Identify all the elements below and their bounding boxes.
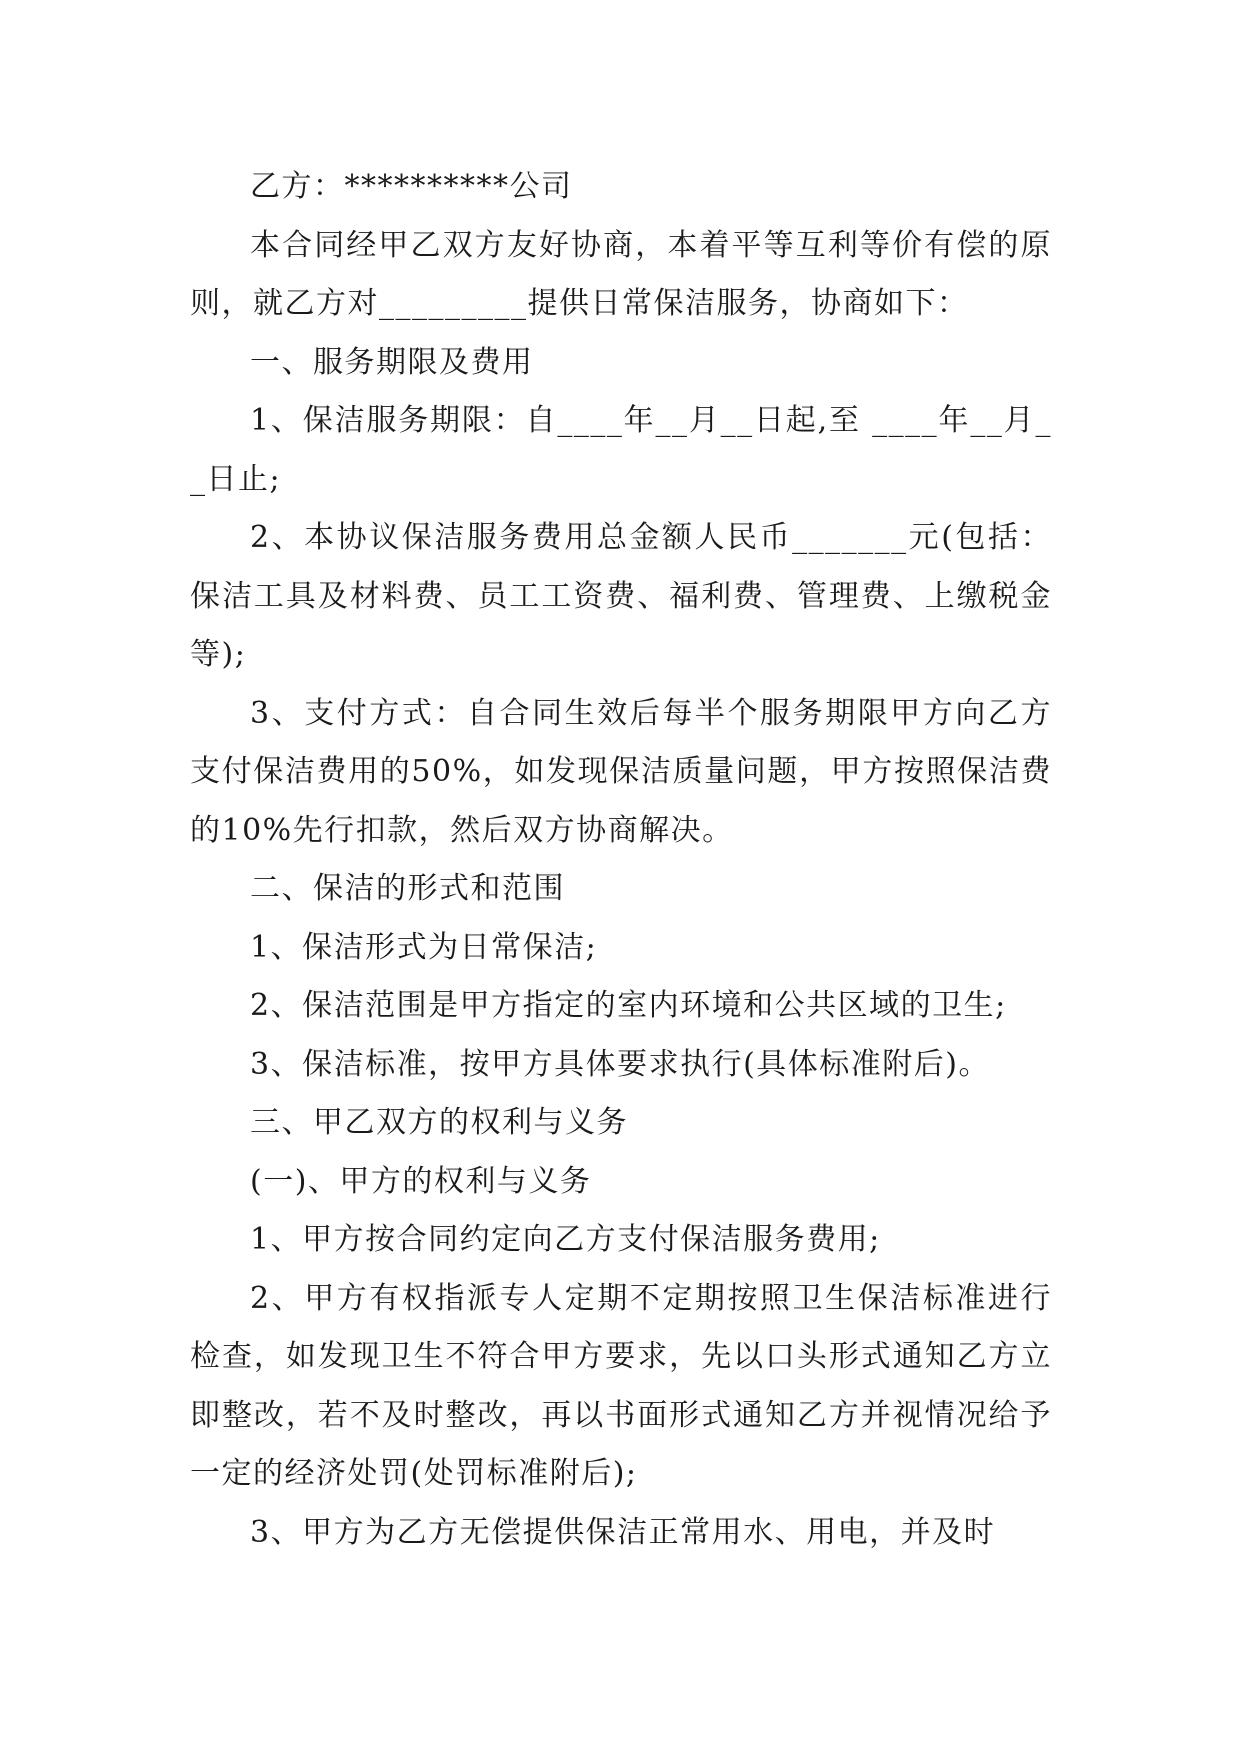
clause-3-1-1: 1、甲方按合同约定向乙方支付保洁服务费用; (250, 1222, 881, 1257)
clause-2-2: 2、保洁范围是甲方指定的室内环境和公共区域的卫生; (250, 988, 1007, 1023)
clause-2-3: 3、保洁标准，按甲方具体要求执行(具体标准附后)。 (250, 1046, 990, 1082)
clause-1-1: 1、保洁服务期限：自____年__月__日起,至 ____年__月__日止; (190, 403, 1052, 497)
document-body (190, 158, 1052, 1562)
intro-paragraph: 本合同经甲乙双方友好协商，本着平等互利等价有偿的原则，就乙方对_________提供日常保洁服务，协商如下： (190, 227, 1052, 321)
clause-1-2: 2、本协议保洁服务费用总金额人民币_______元(包括：保洁工具及材料费、员工工资费、福利费、管理费、上缴税金等); (190, 520, 1052, 672)
subsection-3-1-heading: (一)、甲方的权利与义务 (250, 1163, 592, 1199)
section-1-heading: 一、服务期限及费用 (250, 344, 534, 380)
section-3-heading: 三、甲乙双方的权利与义务 (250, 1105, 628, 1140)
clause-2-1: 1、保洁形式为日常保洁; (250, 929, 598, 965)
clause-1-3: 3、支付方式：自合同生效后每半个服务期限甲方向乙方支付保洁费用的50%，如发现保洁质量问题，甲方按照保洁费的10%先行扣款，然后双方协商解决。 (190, 695, 1052, 848)
party-b-line: 乙方：**********公司 (250, 169, 573, 204)
clause-3-1-2: 2、甲方有权指派专人定期不定期按照卫生保洁标准进行检查，如发现卫生不符合甲方要求，先以口头形式通知乙方立即整改，若不及时整改，再以书面形式通知乙方并视情况给予一定的经济处罚(处罚标准附后); (190, 1280, 1052, 1491)
section-2-heading: 二、保洁的形式和范围 (250, 871, 565, 906)
clause-3-1-3: 3、甲方为乙方无偿提供保洁正常用水、用电，并及时 (250, 1514, 996, 1550)
